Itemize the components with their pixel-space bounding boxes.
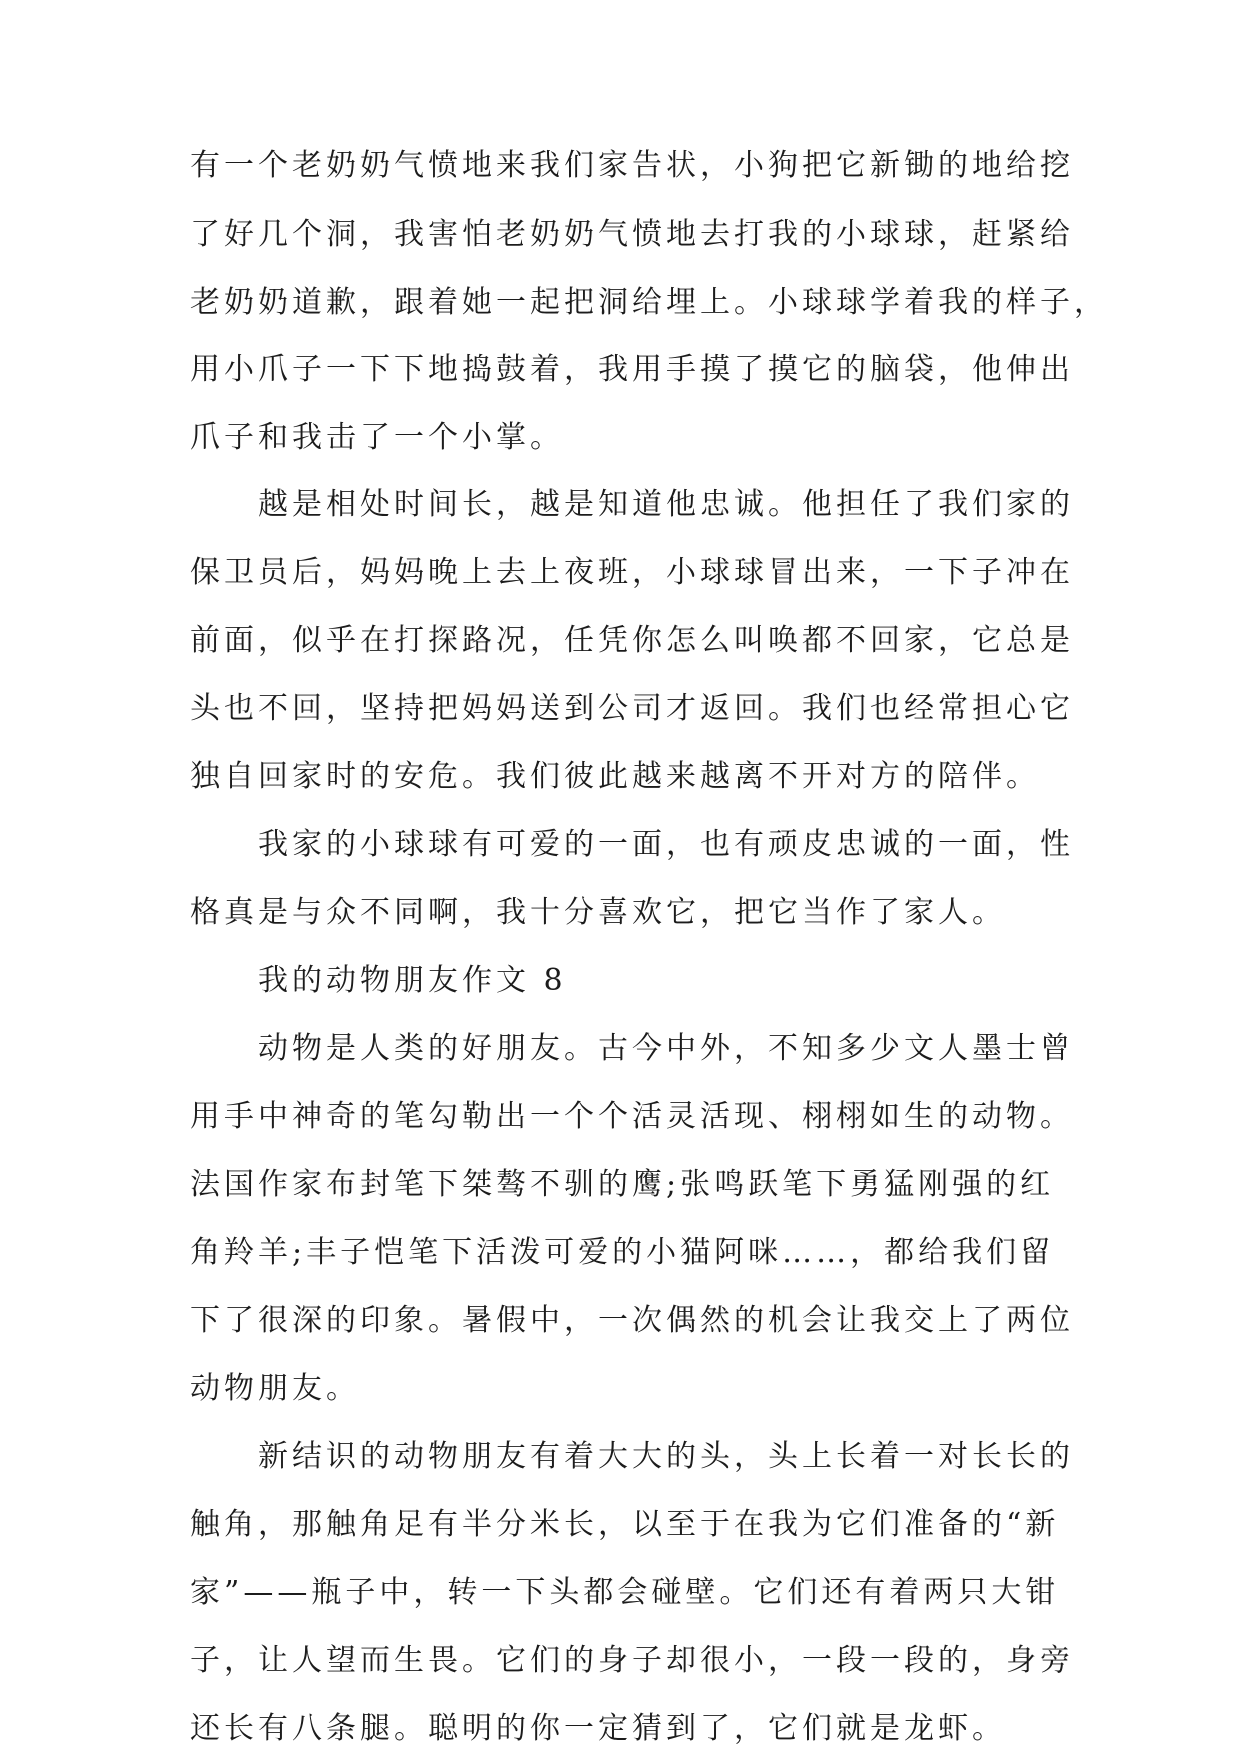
paragraph-line: 有一个老奶奶气愤地来我们家告状，小狗把它新锄的地给挖 — [190, 148, 1074, 183]
paragraph-line: 动物朋友。 — [190, 1371, 360, 1406]
paragraph-line: 格真是与众不同啊，我十分喜欢它，把它当作了家人。 — [190, 895, 1006, 930]
paragraph-line: 前面，似乎在打探路况，任凭你怎么叫唤都不回家，它总是 — [190, 623, 1074, 658]
paragraph-line: 新结识的动物朋友有着大大的头，头上长着一对长长的 — [258, 1439, 1074, 1474]
paragraph-line: 了好几个洞，我害怕老奶奶气愤地去打我的小球球，赶紧给 — [190, 217, 1074, 252]
paragraph-line: 法国作家布封笔下桀骜不驯的鹰;张鸣跃笔下勇猛刚强的红 — [190, 1167, 1055, 1202]
paragraph-line: 子，让人望而生畏。它们的身子却很小，一段一段的，身旁 — [190, 1643, 1074, 1678]
paragraph-line: 还长有八条腿。聪明的你一定猜到了，它们就是龙虾。 — [190, 1711, 1006, 1746]
paragraph-line: 独自回家时的安危。我们彼此越来越离不开对方的陪伴。 — [190, 759, 1040, 794]
paragraph-line: 下了很深的印象。暑假中，一次偶然的机会让我交上了两位 — [190, 1303, 1074, 1338]
paragraph-line: 老奶奶道歉，跟着她一起把洞给埋上。小球球学着我的样子， — [190, 285, 1108, 320]
paragraph-line: 用小爪子一下下地捣鼓着，我用手摸了摸它的脑袋，他伸出 — [190, 352, 1074, 387]
paragraph-line: 爪子和我击了一个小掌。 — [190, 420, 564, 455]
paragraph-line: 家”——瓶子中，转一下头都会碰壁。它们还有着两只大钳 — [190, 1575, 1060, 1610]
paragraph-line: 触角，那触角足有半分米长，以至于在我为它们准备的“新 — [190, 1507, 1060, 1542]
paragraph-line: 保卫员后，妈妈晚上去上夜班，小球球冒出来，一下子冲在 — [190, 555, 1074, 590]
section-heading: 我的动物朋友作文 8 — [258, 963, 567, 998]
paragraph-line: 我家的小球球有可爱的一面，也有顽皮忠诚的一面，性 — [258, 827, 1074, 862]
paragraph-line: 角羚羊;丰子恺笔下活泼可爱的小猫阿咪……，都给我们留 — [190, 1235, 1055, 1270]
paragraph-line: 动物是人类的好朋友。古今中外，不知多少文人墨士曾 — [258, 1031, 1074, 1066]
paragraph-line: 用手中神奇的笔勾勒出一个个活灵活现、栩栩如生的动物。 — [190, 1099, 1074, 1134]
paragraph-line: 越是相处时间长，越是知道他忠诚。他担任了我们家的 — [258, 487, 1074, 522]
paragraph-line: 头也不回，坚持把妈妈送到公司才返回。我们也经常担心它 — [190, 691, 1074, 726]
